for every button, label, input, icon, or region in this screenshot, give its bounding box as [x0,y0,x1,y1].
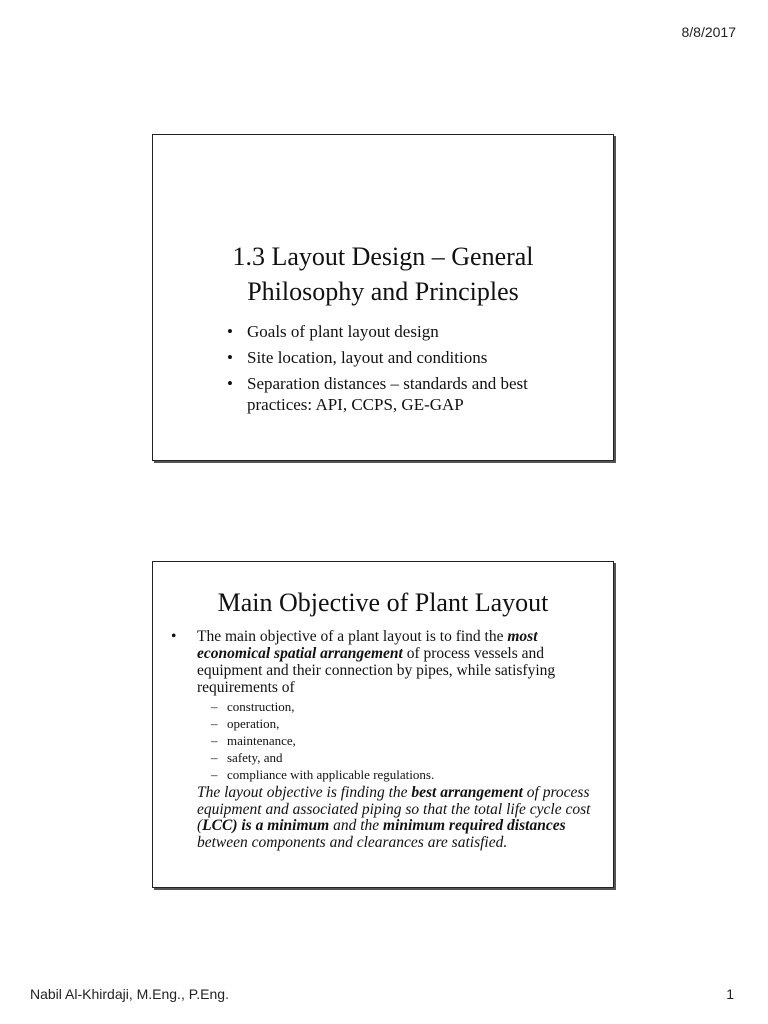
slide-2-title: Main Objective of Plant Layout [217,588,549,617]
requirement-item [211,715,597,732]
page-number: 1 [726,986,734,1002]
bullet-icon: • [171,628,177,645]
objective-text-1: The layout objective is finding the [197,784,412,801]
dash-icon: – [211,699,218,714]
requirement-text: operation, [227,716,280,731]
objective-text-2: of process equipment and associated piping so that the total life cycle cost ( [197,784,591,834]
objective-bold-2: LCC) is a minimum [202,817,330,834]
slide-1-bullet-text: Separation distances – standards and best practices: API, CCPS, GE-GAP [247,374,528,414]
requirement-text: compliance with applicable regulations. [227,767,435,782]
slide-1-title-line-2: Philosophy and Principles [247,277,519,306]
intro-emphasis: most economical spatial arrangement [197,628,538,662]
slide-2 [152,561,614,888]
requirement-text: construction, [227,699,295,714]
intro-text-2: of process vessels and equipment and their connection by pipes, while satisfying requirements of [197,645,556,696]
slide-1 [152,134,614,461]
objective-text-3: and the [329,817,384,834]
dash-icon: – [211,733,218,748]
slide-1-title [153,239,613,309]
slide-1-bullet-text: Goals of plant layout design [247,322,439,341]
slide-1-bullet [225,347,585,368]
requirement-item [211,698,597,715]
page-date: 8/8/2017 [681,24,736,40]
slide-2-bullet [167,628,597,696]
bullet-icon: • [227,322,233,341]
bullet-icon: • [227,374,233,393]
dash-icon: – [211,716,218,731]
bullet-icon: • [227,348,233,367]
slide-1-bullet [225,321,585,342]
slide-1-bullet [225,373,585,415]
requirement-text: safety, and [227,750,283,765]
requirements-list [167,698,597,783]
requirement-item [211,766,597,783]
intro-text-1: The main objective of a plant layout is to find the [197,628,508,645]
footer-author: Nabil Al-Khirdaji, M.Eng., P.Eng. [30,986,229,1002]
layout-objective [167,785,597,851]
slide-1-bullet-text: Site location, layout and conditions [247,348,488,367]
dash-icon: – [211,750,218,765]
objective-text-4: between components and clearances are satisfied. [197,833,508,851]
objective-bold-1: best arrangement [411,784,523,801]
requirement-item [211,732,597,749]
requirement-item [211,749,597,766]
objective-bold-3: minimum required distances [383,817,566,834]
requirement-text: maintenance, [227,733,296,748]
slide-1-bullet-list [225,321,585,420]
dash-icon: – [211,767,218,782]
slide-1-title-line-1: 1.3 Layout Design – General [232,242,534,271]
slide-2-body [167,628,597,851]
